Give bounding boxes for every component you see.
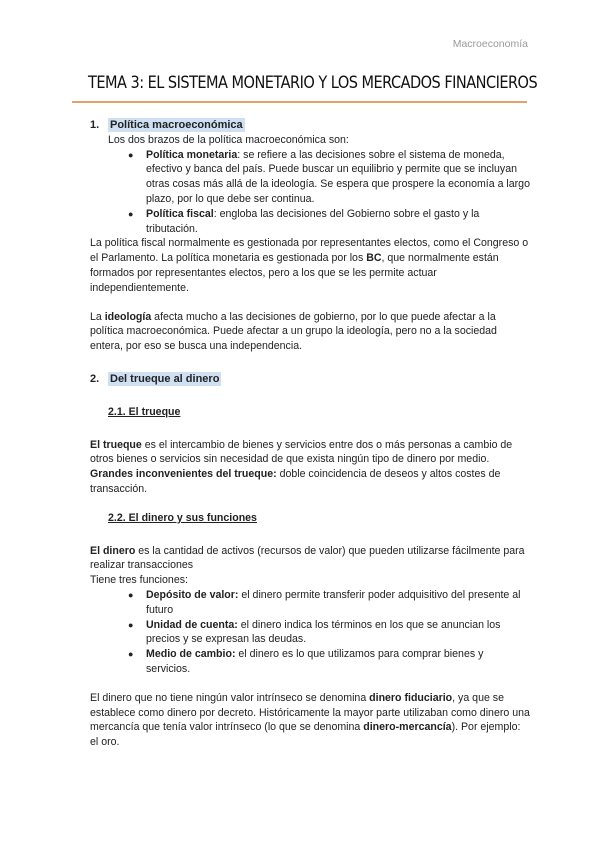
section-2-heading	[90, 372, 530, 387]
paragraph: Grandes inconvenientes del trueque: doble coincidencia de deseos y altos costes de transacción.	[90, 468, 501, 495]
list-item: ● Política fiscal: engloba las decisiones del Gobierno sobre el gasto y la tributación.	[128, 207, 480, 235]
document-body	[90, 118, 530, 750]
paragraph: La ideología afecta mucho a las decisiones de gobierno, por lo que puede afectar a la política macroeconómica. Puede afectar a un grupo la ideología, pero no a la sociedad entera, por eso se busca una independencia.	[90, 310, 497, 353]
bullet-icon: ●	[128, 649, 134, 660]
document-title: TEMA 3: EL SISTEMA MONETARIO Y LOS MERCADOS FINANCIEROS	[88, 73, 538, 92]
list-item: ● Política monetaria: se refiere a las decisiones sobre el sistema de moneda, efectivo y banca del país. Puede buscar un equilibrio y permite que se incluyan otras cosas más allá de la ideología. Se espera que prospere la economía a largo plazo, por lo que debe ser continua.	[128, 148, 530, 205]
bullet-icon: ●	[128, 619, 134, 630]
section-number: 1.	[90, 119, 100, 131]
list-item: ● Unidad de cuenta: el dinero indica los términos en los que se anuncian los precios y se expresan las deudas.	[128, 618, 501, 646]
functions-list	[90, 588, 530, 677]
bullet-icon: ●	[128, 589, 134, 600]
list-item: ● Medio de cambio: el dinero es lo que utilizamos para comprar bienes y servicios.	[128, 648, 484, 675]
title-underline	[72, 101, 527, 103]
list-item: ● Depósito de valor: el dinero permite transferir poder adquisitivo del presente al futuro	[128, 588, 521, 616]
running-header: Macroeconomía	[452, 38, 528, 50]
section-1-heading	[90, 118, 530, 133]
bullet-icon: ●	[128, 208, 134, 219]
paragraph: Tiene tres funciones:	[90, 574, 188, 587]
paragraph: El dinero es la cantidad de activos (recursos de valor) que pueden utilizarse fácilmente para realizar transacciones	[90, 544, 525, 572]
section-1-intro: Los dos brazos de la política macroeconómica son:	[108, 133, 349, 146]
paragraph: El trueque es el intercambio de bienes y servicios entre dos o más personas a cambio de otros bienes o servicios sin necesidad de que exista ningún tipo de dinero por medio.	[90, 438, 513, 466]
paragraph: La política fiscal normalmente es gestionada por representantes electos, como el Congreso o el Parlamento. La política monetaria es gestionada por los BC, que normalmente están formados por representantes electos, pero a los que se les permite actuar independientemente.	[90, 237, 529, 294]
subsection-2-2-heading: 2.2. El dinero y sus funciones	[108, 511, 257, 524]
section-title: Del trueque al dinero	[110, 372, 220, 385]
subsection-2-1-heading: 2.1. El trueque	[108, 405, 181, 418]
section-number: 2.	[90, 372, 100, 385]
paragraph: El dinero que no tiene ningún valor intrínseco se denomina dinero fiduciario, ya que se establece como dinero por decreto. Históricamente la mayor parte utilizaban como dinero una mercancía que tenía valor intrínseco (lo que se denomina dinero-mercancía). Por ejemplo: el oro.	[90, 691, 530, 749]
section-title: Política macroeconómica	[110, 119, 243, 131]
section-1-list	[90, 148, 530, 237]
bullet-icon: ●	[128, 149, 134, 160]
